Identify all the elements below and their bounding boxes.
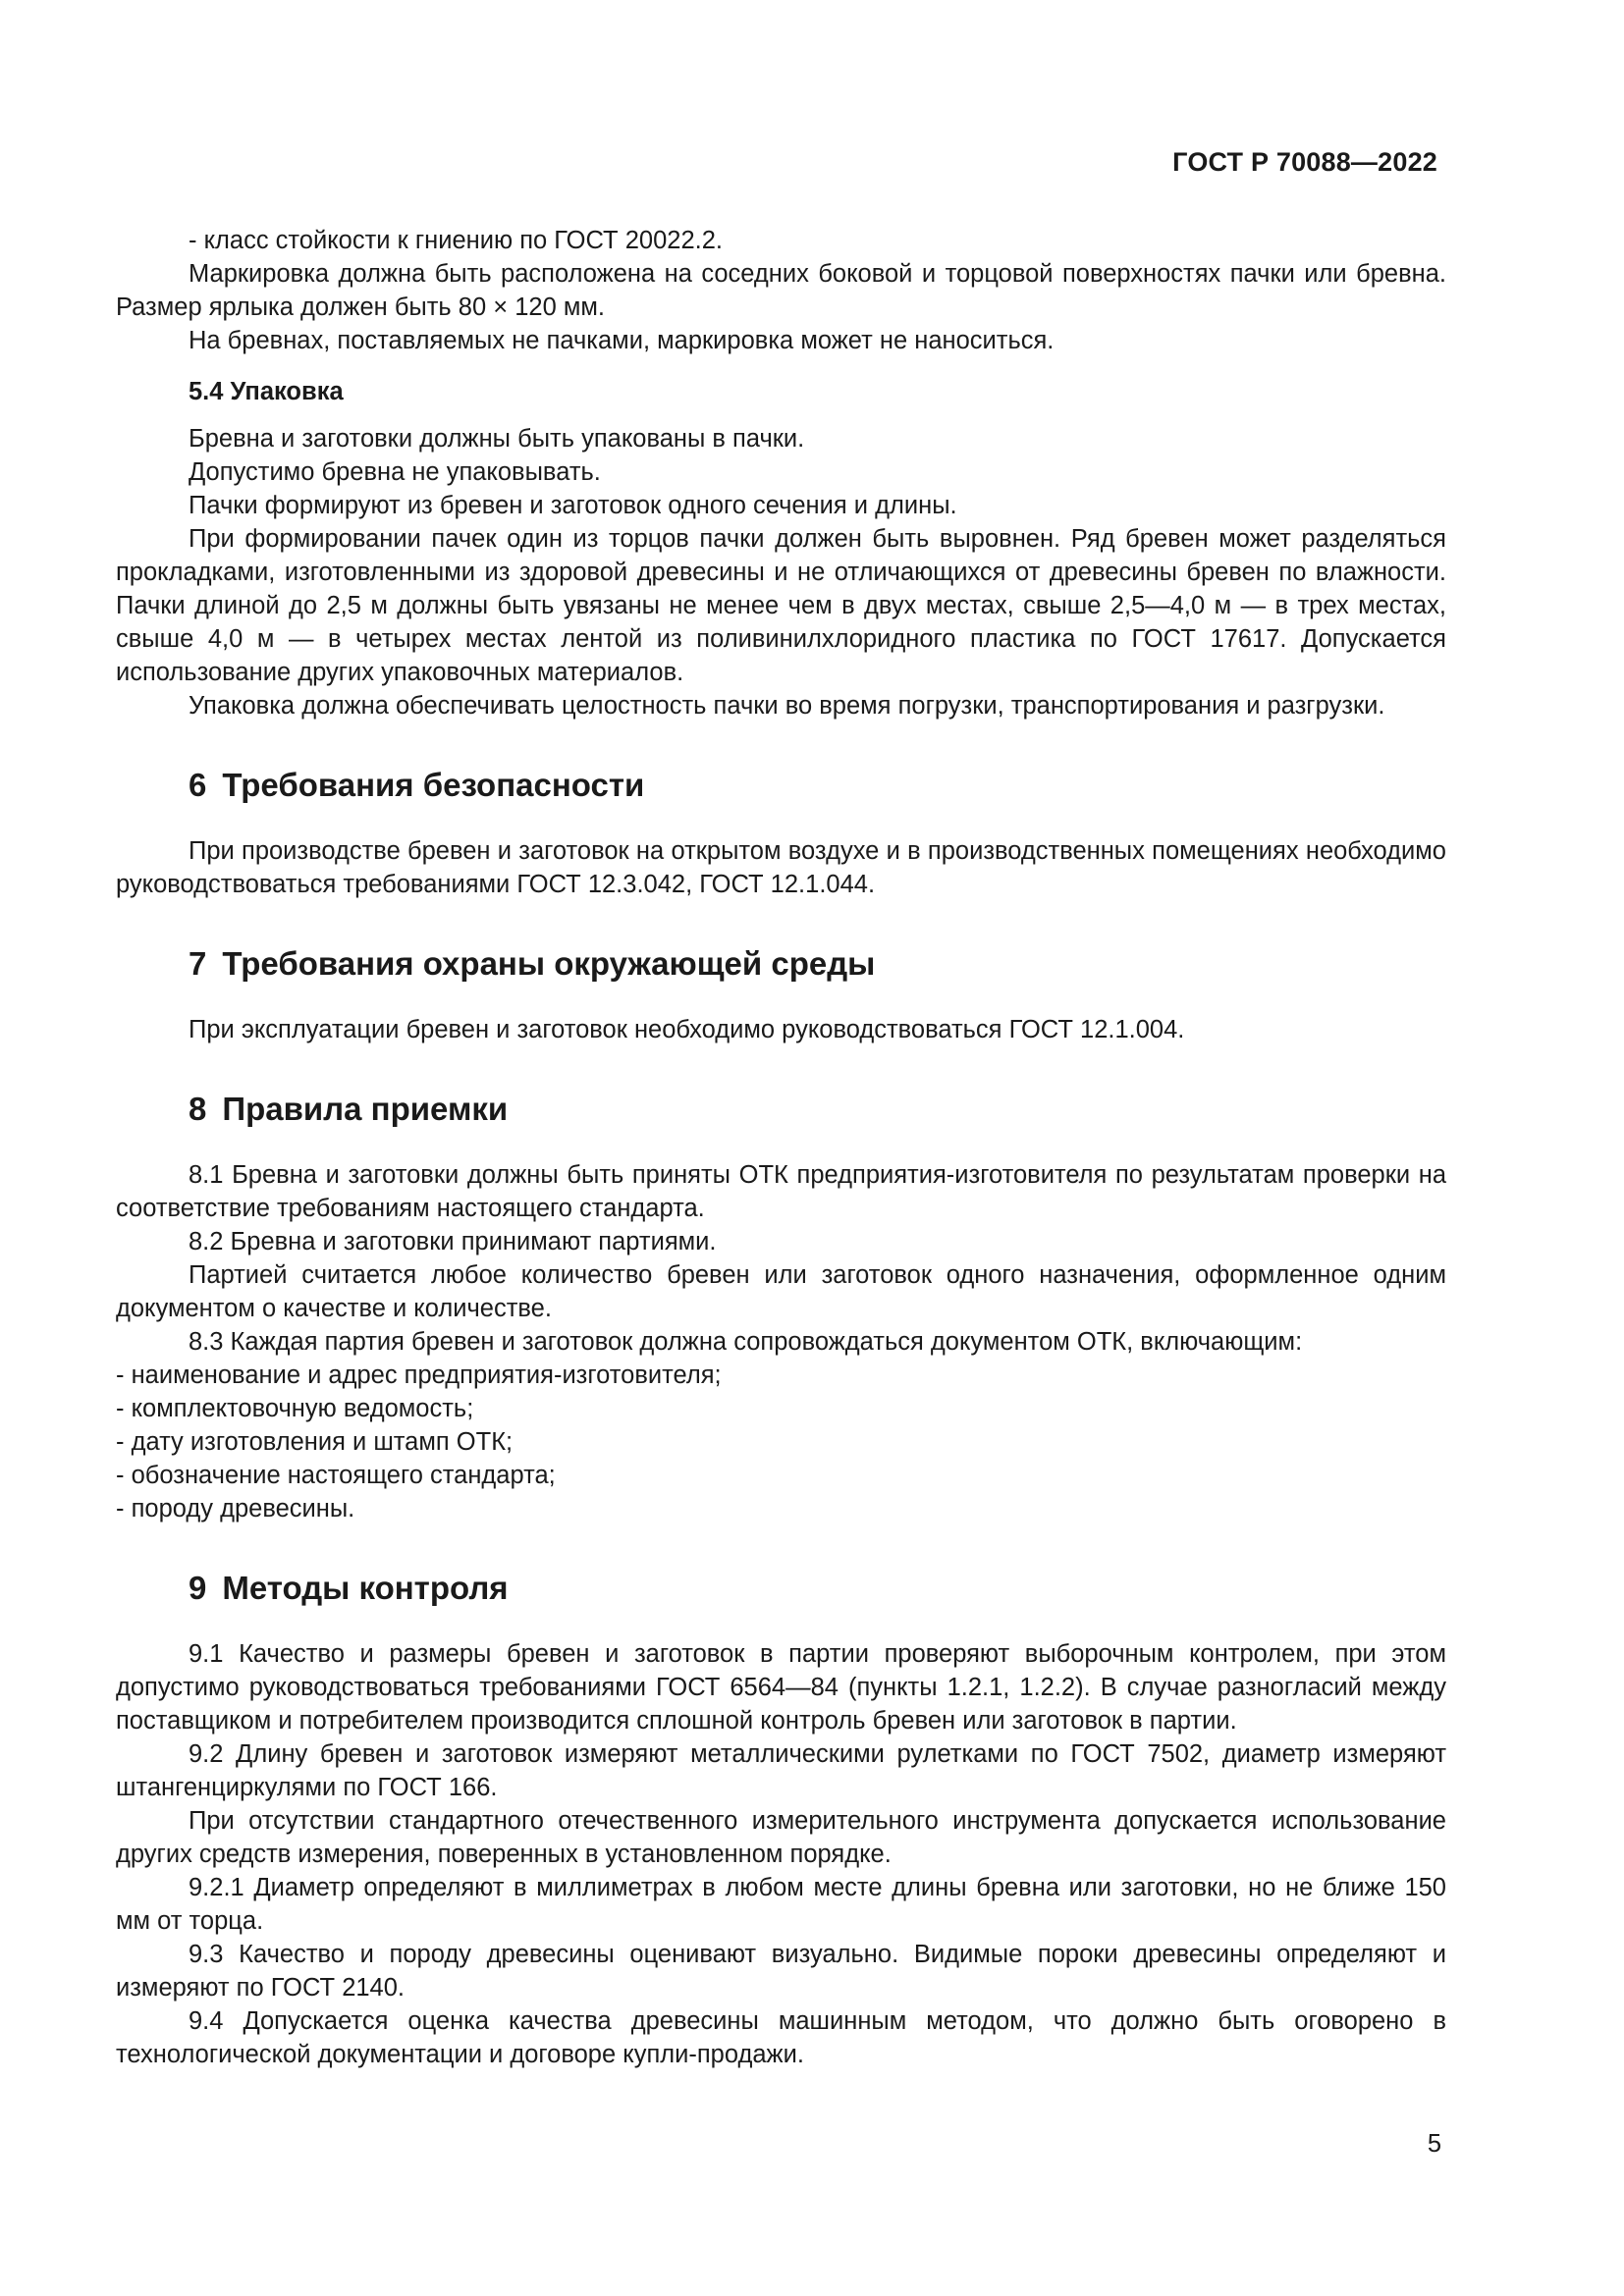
paragraph: 8.1 Бревна и заготовки должны быть приняты ОТК предприятия-изготовителя по результатам проверки на соответствие требованиям настоящего стандарта.: [116, 1161, 1446, 1222]
section-heading-7: [116, 944, 1446, 984]
intro-list-item: - класс стойкости к гниению по ГОСТ 20022.2.: [189, 227, 723, 254]
subsection-title-5-4: 5.4 Упаковка: [189, 378, 344, 405]
paragraph: 9.3 Качество и породу древесины оценивают визуально. Видимые пороки древесины определяют и измеряют по ГОСТ 2140.: [116, 1941, 1446, 2002]
section-heading-9: [116, 1569, 1446, 1608]
document-body: [116, 224, 1446, 2071]
paragraph: Бревна и заготовки должны быть упакованы в пачки.: [189, 425, 805, 453]
list-item: - обозначение настоящего стандарта;: [116, 1462, 556, 1489]
paragraph: При эксплуатации бревен и заготовок необходимо руководствоваться ГОСТ 12.1.004.: [189, 1016, 1185, 1043]
list-item: - дату изготовления и штамп ОТК;: [116, 1428, 514, 1456]
paragraph: 9.4 Допускается оценка качества древесины машинным методом, что должно быть оговорено в технологической документации и договоре купли-продажи.: [116, 2007, 1446, 2068]
paragraph: 9.2 Длину бревен и заготовок измеряют металлическими рулетками по ГОСТ 7502, диаметр измеряют штангенциркулями по ГОСТ 166.: [116, 1740, 1446, 1801]
list-item: - породу древесины.: [116, 1495, 355, 1522]
section-title: Требования безопасности: [222, 767, 645, 803]
paragraph: 8.2 Бревна и заготовки принимают партиями.: [189, 1228, 717, 1255]
intro-paragraph: На бревнах, поставляемых не пачками, маркировка может не наноситься.: [189, 327, 1055, 354]
list-item: - наименование и адрес предприятия-изготовителя;: [116, 1362, 722, 1389]
section-heading-6: [116, 766, 1446, 805]
paragraph: 9.2.1 Диаметр определяют в миллиметрах в любом месте длины бревна или заготовки, но не ближе 150 мм от торца.: [116, 1874, 1446, 1935]
section-number: 8: [189, 1091, 207, 1127]
section-title: Требования охраны окружающей среды: [222, 945, 876, 982]
paragraph: 9.1 Качество и размеры бревен и заготовок в партии проверяют выборочным контролем, при этом допустимо руководствоваться требованиями ГОСТ 6564—84 (пункты 1.2.1, 1.2.2). В случае разногласий между поставщиком и потребителем производится сплошной контроль бревен или заготовок в партии.: [116, 1640, 1446, 1735]
section-number: 7: [189, 945, 207, 982]
section-title: Правила приемки: [222, 1091, 509, 1127]
section-number: 6: [189, 767, 207, 803]
list-item: - комплектовочную ведомость;: [116, 1395, 474, 1422]
paragraph: Партией считается любое количество бревен или заготовок одного назначения, оформленное одним документом о качестве и количестве.: [116, 1261, 1446, 1322]
section-title: Методы контроля: [222, 1570, 509, 1606]
page-number: 5: [1427, 2130, 1441, 2158]
paragraph: 8.3 Каждая партия бревен и заготовок должна сопровождаться документом ОТК, включающим:: [189, 1328, 1303, 1356]
paragraph: При отсутствии стандартного отечественного измерительного инструмента допускается использование других средств измерения, поверенных в установленном порядке.: [116, 1807, 1446, 1868]
paragraph: Допустимо бревна не упаковывать.: [189, 458, 601, 486]
section-heading-8: [116, 1090, 1446, 1129]
intro-paragraph: Маркировка должна быть расположена на соседних боковой и торцовой поверхностях пачки или бревна. Размер ярлыка должен быть 80 × 120 мм.: [116, 260, 1446, 321]
paragraph: При формировании пачек один из торцов пачки должен быть выровнен. Ряд бревен может разделяться прокладками, изготовленными из здоровой древесины и не отличающихся от древесины бревен по влажности. Пачки длиной до 2,5 м должны быть увязаны не менее чем в двух местах, свыше 2,5—4,0 м — в трех местах, свыше 4,0 м — в четырех местах лентой из поливинилхлоридного пластика по ГОСТ 17617. Допускается использование других упаковочных материалов.: [116, 525, 1446, 686]
paragraph: Пачки формируют из бревен и заготовок одного сечения и длины.: [189, 492, 957, 519]
section-number: 9: [189, 1570, 207, 1606]
document-id-header: ГОСТ Р 70088—2022: [1172, 147, 1437, 177]
paragraph: Упаковка должна обеспечивать целостность пачки во время погрузки, транспортирования и разгрузки.: [189, 692, 1385, 720]
paragraph: При производстве бревен и заготовок на открытом воздухе и в производственных помещениях необходимо руководствоваться требованиями ГОСТ 12.3.042, ГОСТ 12.1.044.: [116, 837, 1446, 898]
